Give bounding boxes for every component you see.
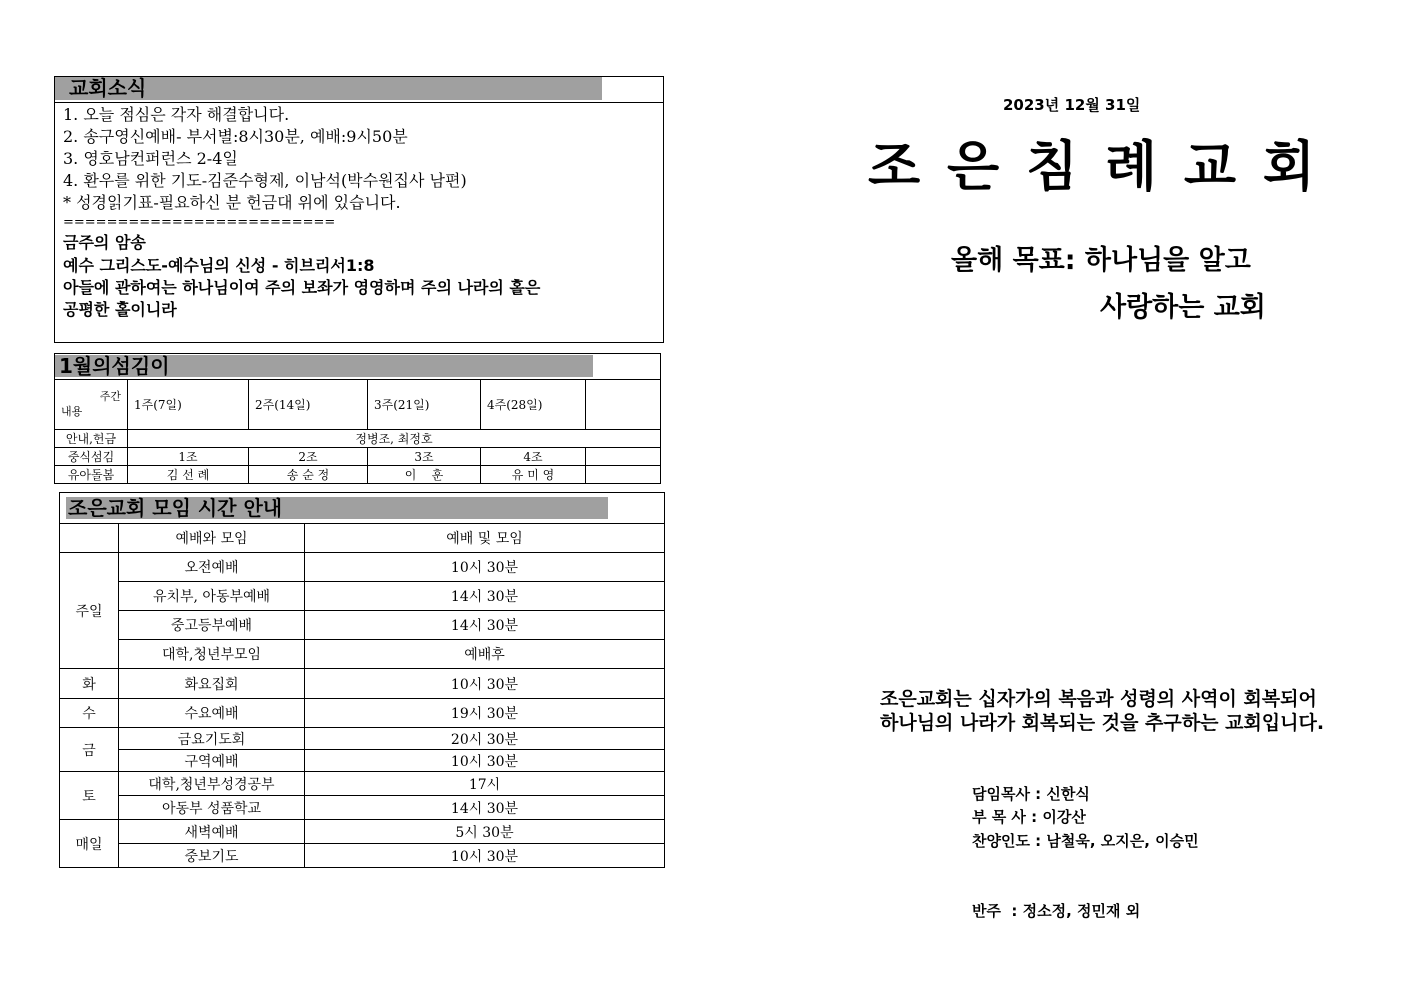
staff-associate-pastor: 부 목 사 : 이강산: [972, 808, 1086, 826]
schedule-header-box: [59, 492, 665, 524]
schedule-item-time: 10시 30분: [305, 669, 665, 699]
lunch-week-2: 2조: [249, 448, 368, 466]
schedule-item-time: 19시 30분: [305, 699, 665, 728]
lunch-week-1: 1조: [128, 448, 249, 466]
schedule-item-time: 17시: [305, 772, 665, 796]
news-line-2: 2. 송구영신예배- 부서별:8시30분, 예배:9시50분: [63, 127, 408, 146]
lunch-week-4: 4조: [481, 448, 586, 466]
nursery-week-3: 이 훈: [368, 466, 481, 484]
week-1-header: 1주(7일): [128, 380, 249, 430]
week-5-header: [586, 380, 661, 430]
memory-verse-title: 금주의 암송: [63, 233, 146, 252]
news-box: [54, 76, 664, 343]
news-header-divider: [55, 102, 663, 103]
news-line-4: 4. 환우를 위한 기도-김준수형제, 이남석(박수원집사 남편): [63, 171, 467, 190]
schedule-item-time: 10시 30분: [305, 553, 665, 582]
mission-line-2: 하나님의 나라가 회복되는 것을 추구하는 교회입니다.: [880, 712, 1325, 734]
schedule-item-time: 5시 30분: [305, 820, 665, 844]
row-label-lunch: 중식섬김: [55, 448, 128, 466]
day-saturday: 토: [60, 772, 119, 820]
serve-header-box: [54, 353, 661, 380]
bulletin-date: 2023년 12월 31일: [1003, 96, 1141, 114]
nursery-week-1: 김 선 례: [128, 466, 249, 484]
schedule-item-name: 화요집회: [119, 669, 305, 699]
schedule-item-time: 14시 30분: [305, 582, 665, 611]
memory-verse-text-1: 아들에 관하여는 하나님이여 주의 보좌가 영영하며 주의 나라의 홀은: [63, 278, 541, 297]
memory-verse-text-2: 공평한 홀이니라: [63, 300, 177, 319]
schedule-item-name: 아동부 성품학교: [119, 796, 305, 820]
nursery-week-2: 송 순 정: [249, 466, 368, 484]
mission-line-1: 조은교회는 십자가의 복음과 성령의 사역이 회복되어: [880, 688, 1317, 710]
nursery-week-4: 유 미 영: [481, 466, 586, 484]
schedule-day-col-header: [60, 524, 119, 553]
schedule-item-time: 14시 30분: [305, 796, 665, 820]
day-friday: 금: [60, 728, 119, 772]
week-4-header: 4주(28일): [481, 380, 586, 430]
schedule-item-name: 대학,청년부모임: [119, 640, 305, 669]
accompanist: 반주 : 정소정, 정민재 외: [972, 902, 1141, 920]
schedule-item-name: 수요예배: [119, 699, 305, 728]
staff-senior-pastor: 담임목사 : 신한식: [972, 785, 1090, 803]
day-wednesday: 수: [60, 699, 119, 728]
serve-table: [54, 379, 661, 484]
schedule-item-name: 새벽예배: [119, 820, 305, 844]
schedule-item-time: 10시 30분: [305, 750, 665, 772]
news-header: 교회소식: [55, 77, 602, 100]
schedule-table: [59, 523, 665, 868]
news-line-1: 1. 오늘 점심은 각자 해결합니다.: [63, 105, 290, 124]
schedule-col1-header: 예배와 모임: [119, 524, 305, 553]
memory-verse-reference: 예수 그리스도-예수님의 신성 - 히브리서1:8: [63, 256, 375, 275]
schedule-item-name: 중보기도: [119, 844, 305, 868]
schedule-item-name: 중고등부예배: [119, 611, 305, 640]
schedule-item-time: 예배후: [305, 640, 665, 669]
schedule-item-time: 20시 30분: [305, 728, 665, 750]
schedule-item-name: 유치부, 아동부예배: [119, 582, 305, 611]
row-label-nursery: 유아돌봄: [55, 466, 128, 484]
schedule-item-name: 대학,청년부성경공부: [119, 772, 305, 796]
lunch-week-3: 3조: [368, 448, 481, 466]
guide-merged-cell: 정병조, 최정호: [128, 430, 661, 448]
news-line-3: 3. 영호남컨퍼런스 2-4일: [63, 149, 238, 168]
day-sunday: 주일: [60, 553, 119, 669]
corner-week-label: 주간: [99, 390, 121, 403]
day-daily: 매일: [60, 820, 119, 868]
staff-worship-leaders: 찬양인도 : 남철욱, 오지은, 이승민: [972, 832, 1199, 850]
corner-content-label: 내용: [61, 405, 83, 418]
schedule-header: 조은교회 모임 시간 안내: [66, 497, 608, 519]
schedule-item-time: 14시 30분: [305, 611, 665, 640]
goal-line-2: 사랑하는 교회: [1100, 292, 1266, 323]
serve-corner-cell: [55, 380, 128, 430]
goal-line-1: 올해 목표: 하나님을 알고: [951, 245, 1251, 276]
schedule-item-time: 10시 30분: [305, 844, 665, 868]
day-tuesday: 화: [60, 669, 119, 699]
news-separator: =========================: [63, 215, 336, 230]
row-label-guide: 안내,헌금: [55, 430, 128, 448]
week-3-header: 3주(21일): [368, 380, 481, 430]
news-line-5: * 성경읽기표-필요하신 분 헌금대 위에 있습니다.: [63, 193, 401, 212]
schedule-col2-header: 예배 및 모임: [305, 524, 665, 553]
week-2-header: 2주(14일): [249, 380, 368, 430]
schedule-item-name: 구역예배: [119, 750, 305, 772]
nursery-week-5: [586, 466, 661, 484]
schedule-item-name: 금요기도회: [119, 728, 305, 750]
lunch-week-5: [586, 448, 661, 466]
schedule-item-name: 오전예배: [119, 553, 305, 582]
church-name: 조 은 침 례 교 회: [868, 135, 1319, 198]
serve-header: 1월의섬김이: [55, 355, 593, 377]
